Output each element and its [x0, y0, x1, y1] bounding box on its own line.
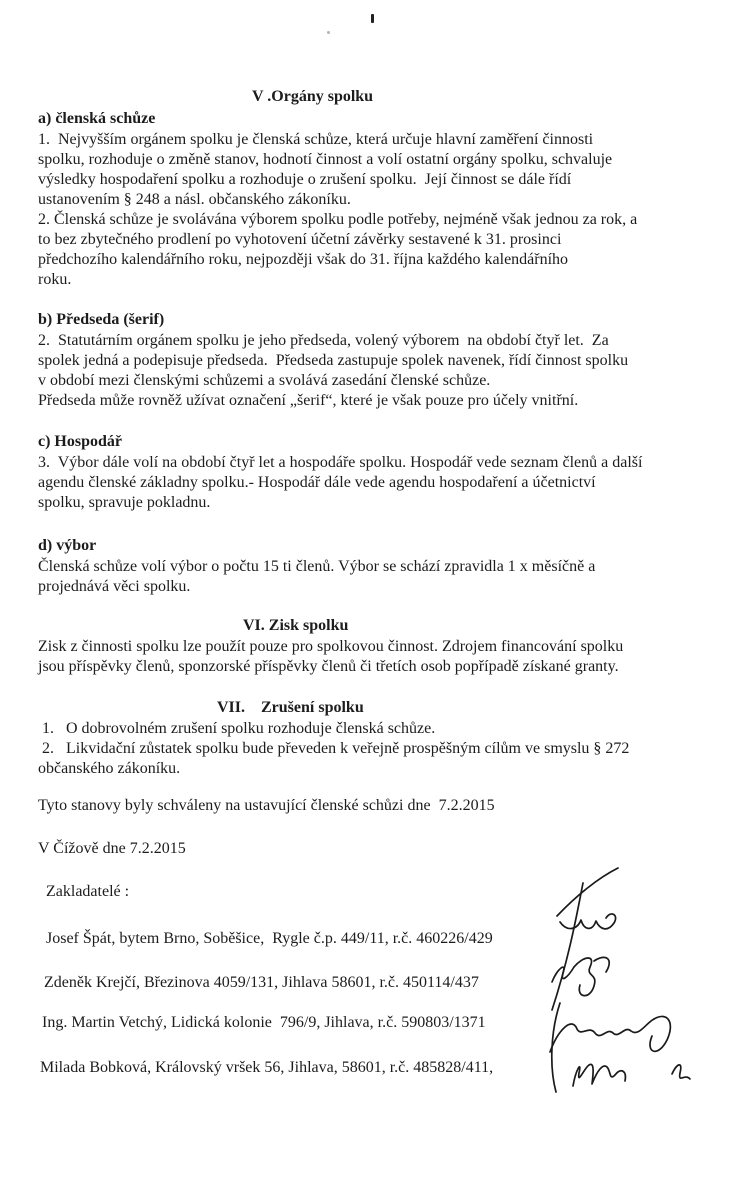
founder-line: Ing. Martin Vetchý, Lidická kolonie 796/9, Jihlava, r.č. 590803/1371 — [42, 1014, 486, 1031]
text-line: 3. Výbor dále volí na období čtyř let a hospodáře spolku. Hospodář vede seznam členů a další — [38, 454, 643, 471]
section-vii-heading: VII. Zrušení spolku — [217, 699, 364, 716]
signature-josef-spat — [552, 868, 618, 1010]
section-c-body — [38, 453, 642, 513]
approval-line: Tyto stanovy byly schváleny na ustavující členské schůzi dne 7.2.2015 — [38, 797, 495, 814]
section-b-body — [38, 331, 628, 411]
text-line: jsou příspěvky členů, sponzorské příspěvky členů či třetích osob popřípadě získané granty. — [38, 658, 619, 675]
text-line: 2. Statutárním orgánem spolku je jeho předseda, volený výborem na období čtyř let. Za — [38, 332, 609, 349]
text-line: občanského zákoníku. — [38, 760, 181, 777]
text-line: to bez zbytečného prodlení po vyhotovení účetní závěrky sestavené k 31. prosinci — [38, 231, 562, 248]
signature-martin-vetchy — [550, 1016, 670, 1052]
text-line: ustanovením § 248 a násl. občanského zákoníku. — [38, 191, 351, 208]
text-line: 1. O dobrovolném zrušení spolku rozhoduje členská schůze. — [38, 720, 436, 737]
founder-line: Zdeněk Krejčí, Březinova 4059/131, Jihlava 58601, r.č. 450114/437 — [44, 974, 479, 991]
text-line: v období mezi členskými schůzemi a svolává zasedání členské schůze. — [38, 372, 491, 389]
scan-speck-artifact — [371, 14, 374, 23]
founder-line: Josef Špát, bytem Brno, Soběšice, Rygle č.p. 449/11, r.č. 460226/429 — [46, 930, 493, 947]
text-line: spolku, rozhoduje o změně stanov, hodnotí činnost a volí ostatní orgány spolku, schvaluje — [38, 151, 613, 168]
text-line: Členská schůze volí výbor o počtu 15 ti členů. Výbor se schází zpravidla 1 x měsíčně a — [38, 558, 596, 575]
section-vii-body — [38, 719, 629, 779]
text-line: projednává věci spolku. — [38, 578, 191, 595]
text-line: spolek jedná a podepisuje předseda. Předseda zastupuje spolek navenek, řídí činnost spolku — [38, 352, 629, 369]
signature-zdenek-krejci — [552, 957, 609, 995]
text-line: agendu členské základny spolku.- Hospodář dále vede agendu hospodaření a účetnictví — [38, 474, 596, 491]
founders-label: Zakladatelé : — [46, 883, 130, 900]
text-line: 1. Nejvyšším orgánem spolku je členská schůze, která určuje hlavní zaměření činnosti — [38, 131, 594, 148]
section-d-heading: d) výbor — [38, 537, 97, 554]
scan-dot-artifact — [327, 31, 330, 34]
section-a-body — [38, 130, 637, 290]
section-b-heading: b) Předseda (šerif) — [38, 311, 165, 328]
signatures-svg — [526, 860, 716, 1100]
text-line: Zisk z činnosti spolku lze použít pouze pro spolkovou činnost. Zdrojem financování spolku — [38, 638, 624, 655]
signature-milada-bobkova — [552, 1003, 690, 1092]
text-line: 2. Členská schůze je svolávána výborem spolku podle potřeby, nejméně však jednou za rok, a — [38, 211, 638, 228]
signatures-cluster — [526, 860, 716, 1100]
text-line: roku. — [38, 271, 72, 288]
text-line: Předseda může rovněž užívat označení „šerif“, které je však pouze pro účely vnitřní. — [38, 392, 579, 409]
text-line: výsledky hospodaření spolku a rozhoduje o zrušení spolku. Její činnost se dále řídí — [38, 171, 572, 188]
section-vi-heading: VI. Zisk spolku — [243, 617, 349, 634]
section-a-heading: a) členská schůze — [38, 110, 156, 127]
text-line: 2. Likvidační zůstatek spolku bude převeden k veřejně prospěšným cílům ve smyslu § 272 — [38, 740, 630, 757]
main-heading: V .Orgány spolku — [252, 88, 374, 105]
founder-line: Milada Bobková, Královský vršek 56, Jihlava, 58601, r.č. 485828/411, — [40, 1059, 494, 1076]
place-date-line: V Čížově dne 7.2.2015 — [38, 840, 186, 857]
text-line: spolku, spravuje pokladnu. — [38, 494, 211, 511]
text-line: předchozího kalendářního roku, nejpozději však do 31. října každého kalendářního — [38, 251, 569, 268]
section-d-body — [38, 557, 595, 597]
section-c-heading: c) Hospodář — [38, 433, 122, 450]
section-vi-body — [38, 637, 623, 677]
